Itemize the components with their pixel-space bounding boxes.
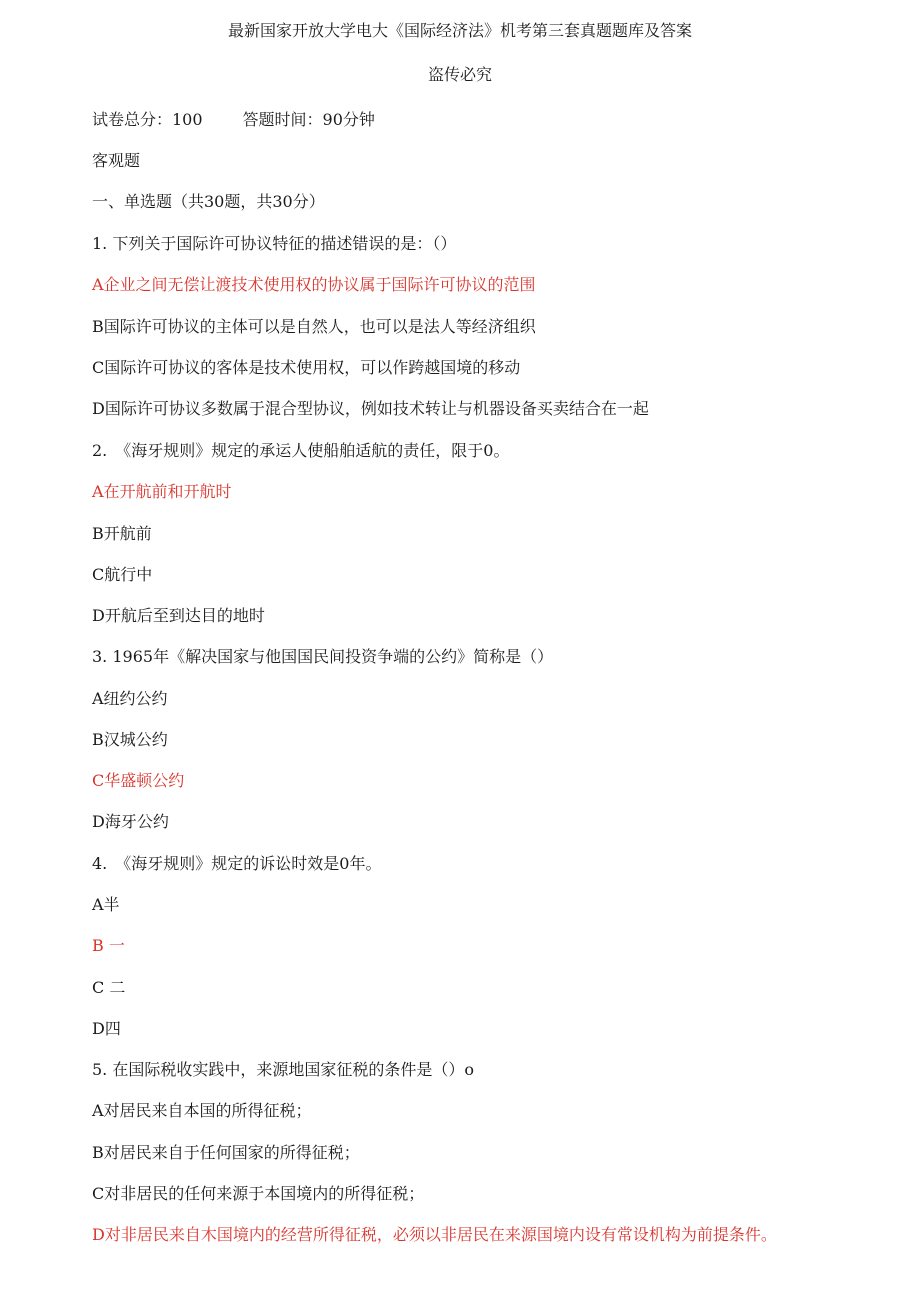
page-title: 最新国家开放大学电大《国际经济法》机考第三套真题题库及答案 xyxy=(227,21,692,40)
answer-option: D海牙公约 xyxy=(92,812,169,831)
answer-option: C国际许可协议的客体是技术使用权，可以作跨越国境的移动 xyxy=(92,358,521,377)
answer-option: B国际许可协议的主体可以是自然人，也可以是法人等经济组织 xyxy=(92,317,536,336)
answer-option-correct: A在开航前和开航时 xyxy=(92,482,232,501)
exam-info xyxy=(92,109,375,131)
question-stem: 1. 下列关于国际许可协议特征的描述错误的是：（） xyxy=(92,234,457,253)
answer-option: D国际许可协议多数属于混合型协议，例如技术转让与机器设备买卖结合在一起 xyxy=(92,399,649,418)
subsection-heading: 一、单选题（共30题，共30分） xyxy=(92,192,325,211)
section-heading: 客观题 xyxy=(92,151,141,170)
question-stem: 3. 1965年《解决国家与他国国民间投资争端的公约》简称是（） xyxy=(92,647,554,666)
answer-option: B开航前 xyxy=(92,524,152,543)
answer-option: D四 xyxy=(92,1019,121,1038)
answer-option: C对非居民的任何来源于本国境内的所得征税； xyxy=(92,1184,425,1203)
answer-option-correct: A企业之间无偿让渡技术使用权的协议属于国际许可协议的范围 xyxy=(92,275,536,294)
answer-option-correct: B 一 xyxy=(92,936,125,955)
answer-option: A半 xyxy=(92,895,120,914)
answer-option-correct: D对非居民来自木国境内的经营所得征税，必须以非居民在来源国境内设有常设机构为前提条件。 xyxy=(92,1225,777,1244)
answer-option: B对居民来自于任何国家的所得征税； xyxy=(92,1143,360,1162)
answer-option: D开航后至到达目的地时 xyxy=(92,606,265,625)
exam-time: 答题时间：90分钟 xyxy=(242,110,375,129)
answer-option: C 二 xyxy=(92,978,126,997)
answer-option-correct: C华盛顿公约 xyxy=(92,771,185,790)
answer-option: A纽约公约 xyxy=(92,689,168,708)
question-stem: 2. 《海牙规则》规定的承运人使船舶适航的责任，限于0。 xyxy=(92,441,510,460)
answer-option: B汉城公约 xyxy=(92,730,168,749)
question-stem: 5. 在国际税收实践中，来源地国家征税的条件是（）o xyxy=(92,1060,474,1079)
question-stem: 4. 《海牙规则》规定的诉讼时效是0年。 xyxy=(92,854,382,873)
answer-option: C航行中 xyxy=(92,565,153,584)
total-score: 试卷总分：100 xyxy=(92,110,203,129)
answer-option: A对居民来自本国的所得征税； xyxy=(92,1101,312,1120)
page-subtitle: 盗传必究 xyxy=(427,65,492,84)
